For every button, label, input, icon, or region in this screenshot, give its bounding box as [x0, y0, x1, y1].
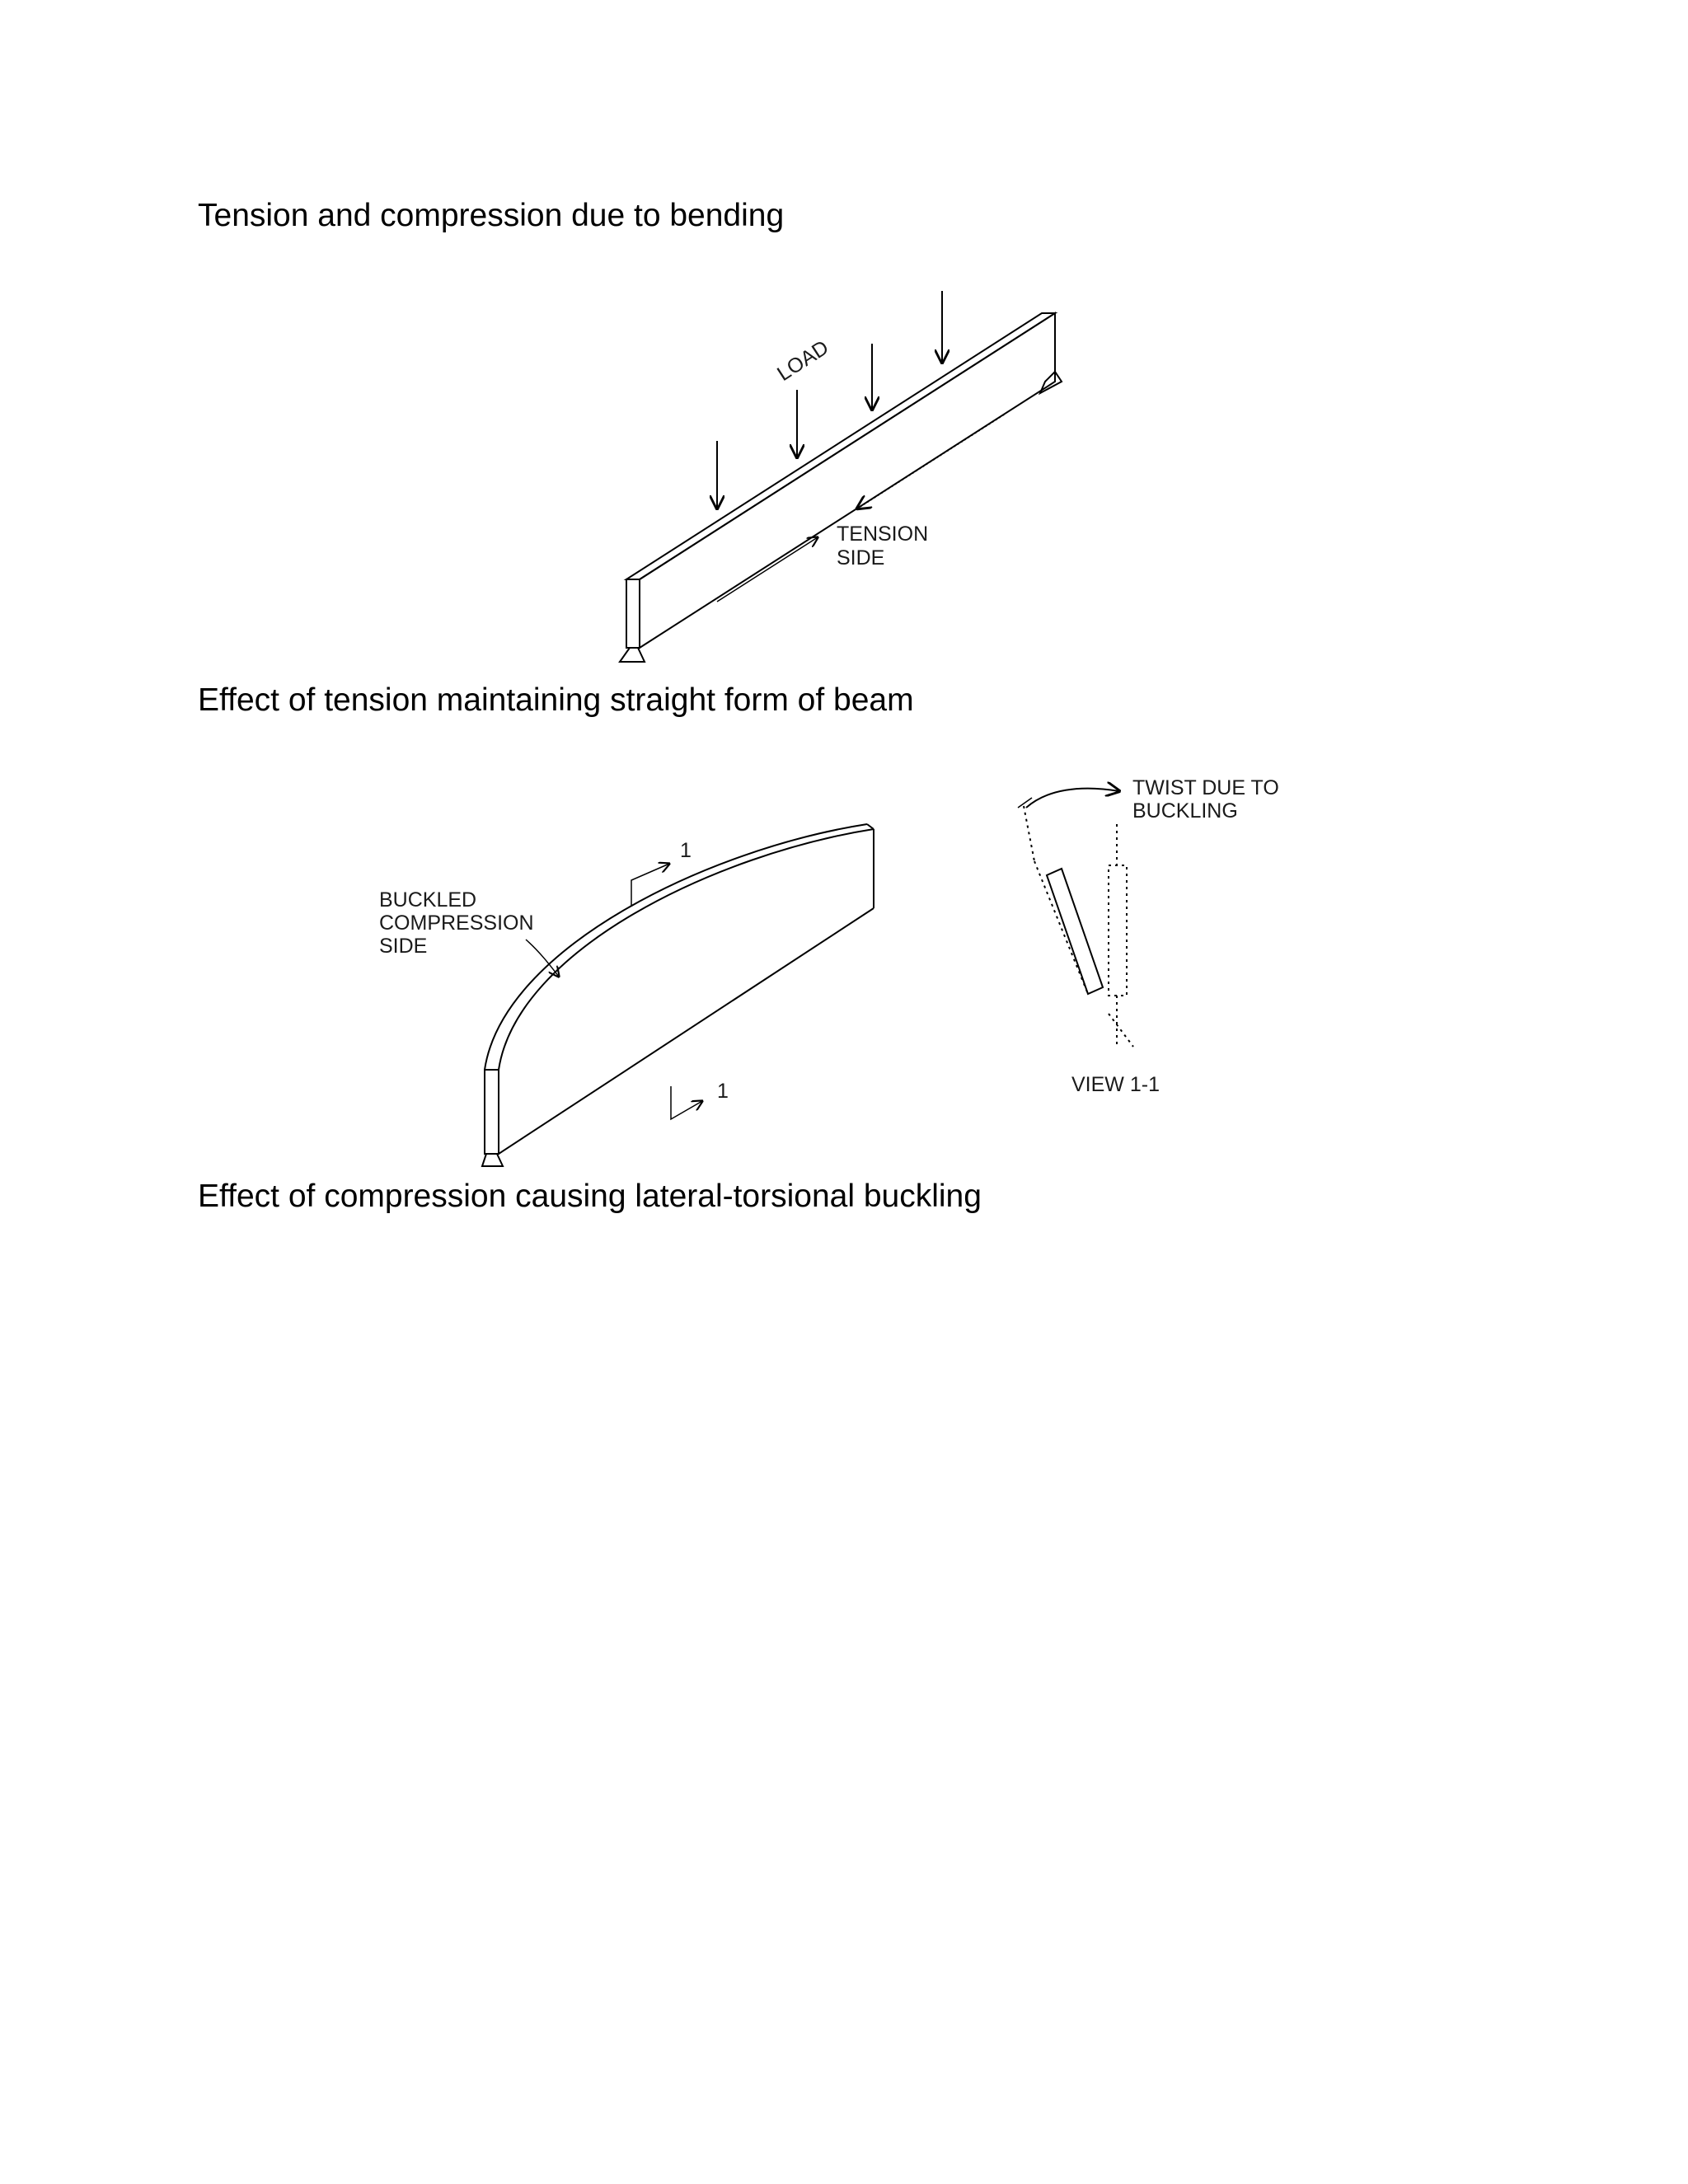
beam-far-top: [867, 824, 874, 829]
twist-tick: [1018, 798, 1032, 808]
section-mark-bottom: [671, 1086, 702, 1119]
left-support: [620, 648, 645, 662]
view-label: VIEW 1-1: [1071, 1073, 1160, 1096]
caption-tension-straight-beam: Effect of tension maintaining straight form of beam: [198, 682, 914, 718]
buckled-top-edge-inner: [499, 829, 874, 1070]
section-mark-top: [631, 864, 669, 907]
straight-beam: [626, 313, 1055, 648]
twisted-section: [1047, 869, 1103, 994]
load-label: LOAD: [773, 335, 833, 387]
beam-side-face: [640, 313, 1055, 648]
twist-label-line2: BUCKLING: [1132, 799, 1238, 823]
caption-tension-compression-bending: Tension and compression due to bending: [198, 198, 785, 233]
buckled-label-line2: COMPRESSION: [379, 912, 534, 935]
section-mark-top-label: 1: [680, 839, 692, 862]
beam-near-end: [485, 1070, 499, 1154]
section-mark-bottom-label: 1: [717, 1080, 729, 1103]
buckled-label-line1: BUCKLED: [379, 888, 477, 912]
twisted-axis-bottom: [1109, 1014, 1133, 1047]
original-section: [1109, 865, 1127, 996]
buckled-beam: [485, 824, 874, 1154]
tension-label-line1: TENSION: [837, 523, 929, 546]
twisted-axis-top: [1024, 806, 1034, 861]
buckled-label-line3: SIDE: [379, 935, 428, 958]
lateral-torsional-buckling-diagram: [363, 775, 1335, 1170]
beam-bottom-edge: [499, 908, 874, 1154]
beam-end-face: [626, 579, 640, 648]
left-support: [482, 1154, 503, 1166]
buckled-top-edge-outer: [485, 824, 867, 1070]
twist-label-line1: TWIST DUE TO: [1132, 776, 1279, 799]
cross-section-view: [1018, 789, 1133, 1047]
caption-compression-buckling: Effect of compression causing lateral-torsional buckling: [198, 1179, 982, 1214]
tension-label-line2: SIDE: [837, 546, 885, 569]
beam-bending-tension-diagram: [610, 284, 1071, 668]
twisted-axis-center: [1034, 861, 1088, 994]
twist-arrow: [1026, 789, 1119, 808]
tension-arrow-left: [717, 537, 818, 602]
